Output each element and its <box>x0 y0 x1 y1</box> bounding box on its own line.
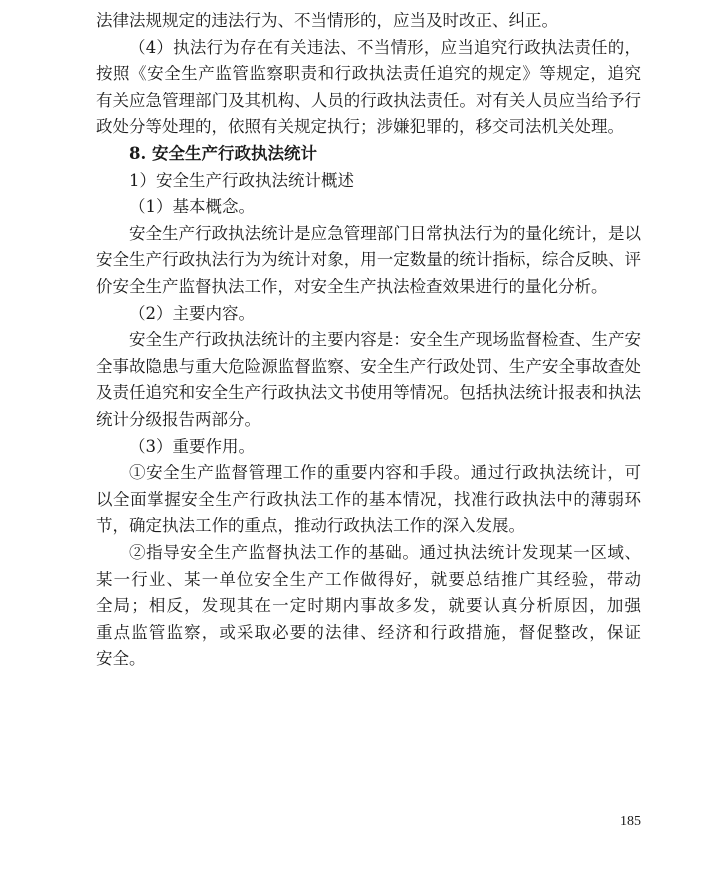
text-line: （4）执法行为存在有关违法、不当情形，应当追究行政执法责任的， <box>129 37 641 57</box>
text-line: 重点监管监察，或采取必要的法律、经济和行政措施，督促整改，保证 <box>96 622 641 642</box>
item-heading: （3）重要作用。 <box>129 436 255 456</box>
text-line: 法律法规规定的违法行为、不当情形的，应当及时改正、纠正。 <box>96 11 558 30</box>
text-line: 安全生产行政执法统计的主要内容是：安全生产现场监督检查、生产安 <box>129 330 641 350</box>
text-line: 全事故隐患与重大危险源监督监察、安全生产行政处罚、生产安全事故查处 <box>96 356 641 376</box>
item-heading: （2）主要内容。 <box>129 303 255 323</box>
text-line: 统计分级报告两部分。 <box>96 410 261 429</box>
text-line: ①安全生产监督管理工作的重要内容和手段。通过行政执法统计，可 <box>129 463 641 483</box>
text-line: 按照《安全生产监管监察职责和行政执法责任追究的规定》等规定，追究 <box>96 64 641 84</box>
text-line: 政处分等处理的，依照有关规定执行；涉嫌犯罪的，移交司法机关处理。 <box>96 117 624 137</box>
text-line: 价安全生产监督执法工作，对安全生产执法检查效果进行的量化分析。 <box>96 277 608 296</box>
text-line: 有关应急管理部门及其机构、人员的行政执法责任。对有关人员应当给予行 <box>96 90 641 110</box>
text-line: 安全。 <box>96 649 146 669</box>
subsection-heading: 1）安全生产行政执法统计概述 <box>129 170 354 190</box>
text-line: 以全面掌握安全生产行政执法工作的基本情况，找准行政执法中的薄弱环 <box>96 489 641 509</box>
text-line: 某一行业、某一单位安全生产工作做得好，就要总结推广其经验，带动 <box>96 569 641 589</box>
text-line: 安全生产行政执法统计是应急管理部门日常执法行为的量化统计，是以 <box>129 223 641 243</box>
page-number: 185 <box>620 814 641 829</box>
text-line: ②指导安全生产监督执法工作的基础。通过执法统计发现某一区域、 <box>129 543 641 562</box>
text-line: 及责任追究和安全生产行政执法文书使用等情况。包括执法统计报表和执法 <box>96 383 641 403</box>
text-line: 节，确定执法工作的重点，推动行政执法工作的深入发展。 <box>96 516 525 536</box>
item-heading: （1）基本概念。 <box>129 197 255 217</box>
text-line: 安全生产行政执法行为为统计对象，用一定数量的统计指标，综合反映、评 <box>96 250 641 270</box>
text-line: 全局；相反，发现其在一定时期内事故多发，就要认真分析原因，加强 <box>96 596 641 616</box>
section-heading: 8. 安全生产行政执法统计 <box>129 144 317 163</box>
